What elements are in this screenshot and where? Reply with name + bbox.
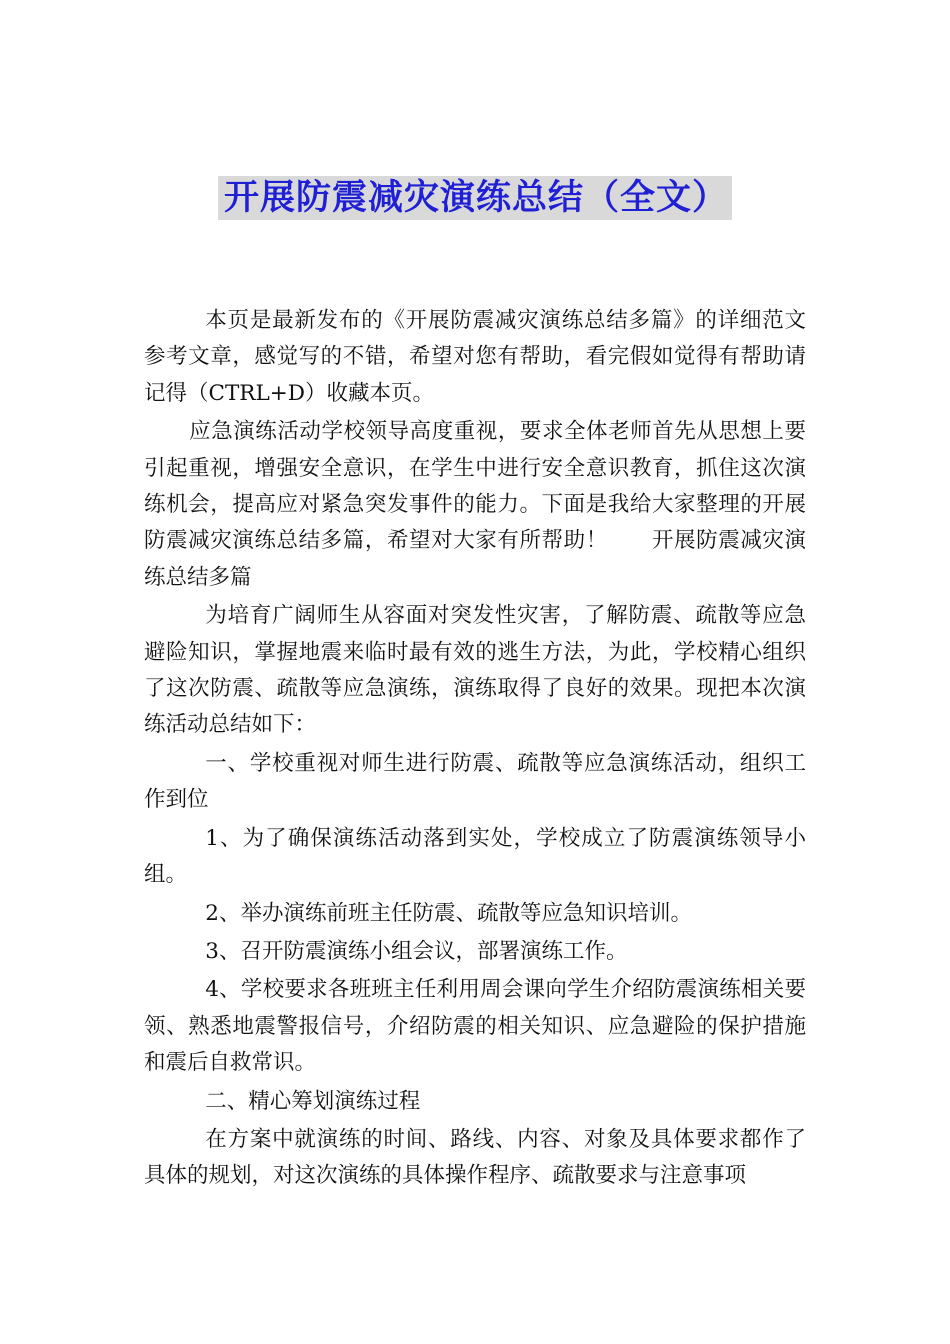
paragraph-intro: 本页是最新发布的《开展防震减灾演练总结多篇》的详细范文参考文章，感觉写的不错，希望对您有帮助，看完假如觉得有帮助请记得（CTRL+D）收藏本页。 xyxy=(144,308,806,406)
paragraph-plan: 在方案中就演练的时间、路线、内容、对象及具体要求都作了具体的规划，对这次演练的具体操作程序、疏散要求与注意事项 xyxy=(144,1126,806,1189)
document-title: 开展防震减灾演练总结（全文） xyxy=(218,176,732,220)
section-heading-2: 二、精心筹划演练过程 xyxy=(205,1088,421,1114)
list-item-2: 2、举办演练前班主任防震、疏散等应急知识培训。 xyxy=(205,900,692,926)
document-body xyxy=(144,303,806,1195)
list-item-3: 3、召开防震演练小组会议，部署演练工作。 xyxy=(205,938,628,964)
title-area xyxy=(0,176,950,220)
paragraph-purpose: 为培育广阔师生从容面对突发性灾害，了解防震、疏散等应急避险知识，掌握地震来临时最有效的逃生方法，为此，学校精心组织了这次防震、疏散等应急演练，演练取得了良好的效果。现把本次演练活动总结如下： xyxy=(144,603,806,738)
list-item-1: 1、为了确保演练活动落到实处，学校成立了防震演练领导小组。 xyxy=(144,825,806,888)
section-heading-1: 一、学校重视对师生进行防震、疏散等应急演练活动，组织工作到位 xyxy=(144,750,806,813)
paragraph-overview: 应急演练活动学校领导高度重视，要求全体老师首先从思想上要引起重视，增强安全意识，在学生中进行安全意识教育，抓住这次演练机会，提高应对紧急突发事件的能力。下面是我给大家整理的开展防震减灾演练总结多篇，希望对大家有所帮助！ 开展防震减灾演练总结多篇 xyxy=(144,419,806,590)
list-item-4: 4、学校要求各班班主任利用周会课向学生介绍防震演练相关要领、熟悉地震警报信号，介绍防震的相关知识、应急避险的保护措施和震后自救常识。 xyxy=(144,977,806,1076)
